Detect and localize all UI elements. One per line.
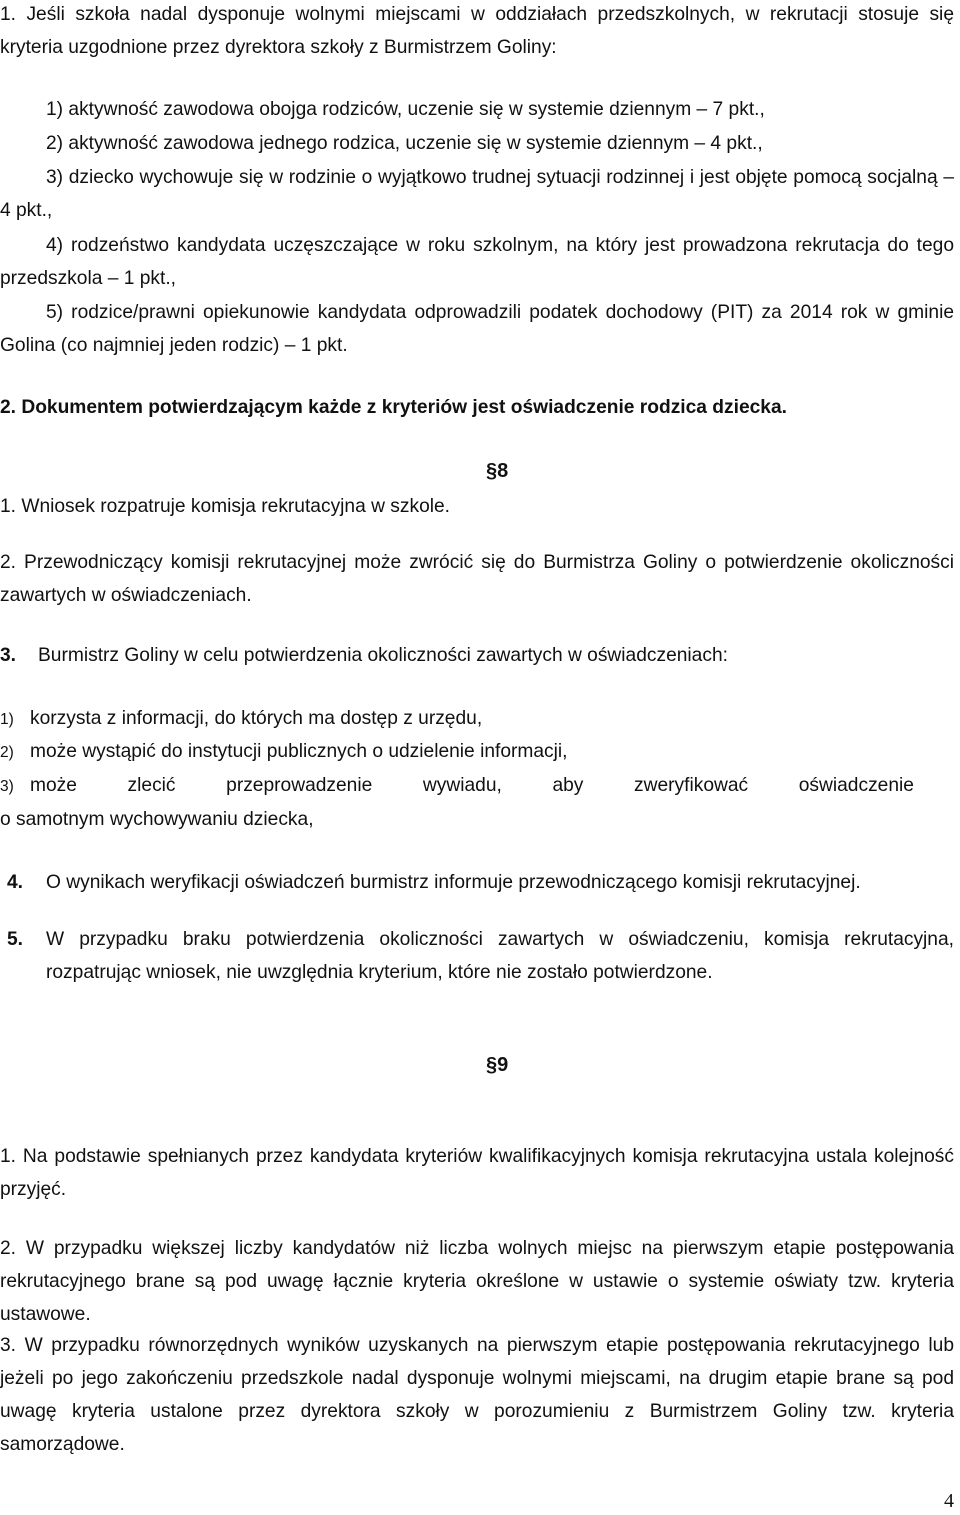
s8-sub-3-word: przeprowadzenie bbox=[226, 775, 373, 796]
s8-point-3-text: Burmistrz Goliny w celu potwierdzenia okoliczności zawartych w oświadczeniach: bbox=[38, 645, 728, 666]
criterion-5: 5) rodzice/prawni opiekunowie kandydata odprowadzili podatek dochodowy (PIT) za 2014 rok w gminie Golina (co najmniej jeden rodzic) – 1 pkt. bbox=[0, 302, 954, 356]
s9-point-1: 1. Na podstawie spełnianych przez kandydata kryteriów kwalifikacyjnych komisja rekrutacyjna ustala kolejność przyjęć. bbox=[0, 1146, 954, 1200]
s8-sub-2-text: może wystąpić do instytucji publicznych o udzielenie informacji, bbox=[30, 741, 568, 762]
s8-sub-3-word: zweryfikować bbox=[634, 775, 749, 796]
s9-point-3: 3. W przypadku równorzędnych wyników uzyskanych na pierwszym etapie postępowania rekrutacyjnego lub jeżeli po jego zakończeniu przedszkole nadal dysponuje wolnymi miejscami, na drugim etapie brane są pod uwagę kryteria ustalone przez dyrektora szkoły w porozumieniu z Burmistrzem Goliny tzw. kryteria samorządowe. bbox=[0, 1335, 954, 1455]
s8-sub-3-word: zlecić bbox=[127, 775, 176, 796]
page-number: 4 bbox=[944, 1490, 954, 1512]
s9-point-2: 2. W przypadku większej liczby kandydatów niż liczba wolnych miejsc na pierwszym etapie postępowania rekrutacyjnego brane są pod uwagę łącznie kryteria określone w ustawie o systemie oświaty tzw. kryteria ustawowe. bbox=[0, 1238, 954, 1325]
s8-point-3-number: 3. bbox=[0, 645, 17, 666]
s8-sub-1 bbox=[0, 702, 954, 736]
s8-sub-3-number: 3) bbox=[0, 778, 14, 795]
s8-point-4-text: O wynikach weryfikacji oświadczeń burmistrz informuje przewodniczącego komisji rekrutacyjnej. bbox=[46, 872, 861, 893]
criterion-3: 3) dziecko wychowuje się w rodzinie o wyjątkowo trudnej sytuacji rodzinnej i jest objęte pomocą socjalną – 4 pkt., bbox=[0, 167, 954, 221]
s8-point-2: 2. Przewodniczący komisji rekrutacyjnej może zwrócić się do Burmistrza Goliny o potwierdzenie okoliczności zawartych w oświadczeniach. bbox=[0, 552, 954, 606]
s8-point-4-number: 4. bbox=[7, 872, 24, 893]
s8-sub-3-word: aby bbox=[552, 775, 584, 796]
s8-point-5 bbox=[7, 923, 954, 989]
s8-point-4 bbox=[7, 866, 954, 899]
s8-sub-1-text: korzysta z informacji, do których ma dostęp z urzędu, bbox=[30, 708, 483, 729]
point-2-heading: 2. Dokumentem potwierdzającym każde z kryteriów jest oświadczenie rodzica dziecka. bbox=[0, 397, 787, 418]
s8-sub-3-line-1 bbox=[0, 769, 914, 803]
s8-point-5-number: 5. bbox=[7, 929, 24, 950]
s8-sub-3-word: wywiadu, bbox=[422, 775, 502, 796]
s8-sub-3 bbox=[0, 769, 914, 836]
section-8-heading: §8 bbox=[486, 460, 509, 482]
criterion-4: 4) rodzeństwo kandydata uczęszczające w roku szkolnym, na który jest prowadzona rekrutacja do tego przedszkola – 1 pkt., bbox=[0, 235, 954, 289]
s8-sub-3-word: może bbox=[30, 775, 77, 796]
criterion-2: 2) aktywność zawodowa jednego rodzica, uczenie się w systemie dziennym – 4 pkt., bbox=[46, 133, 763, 154]
s8-point-1: 1. Wniosek rozpatruje komisja rekrutacyjna w szkole. bbox=[0, 496, 451, 517]
s8-point-3 bbox=[0, 639, 954, 672]
s8-sub-3-word: oświadczenie bbox=[798, 775, 914, 796]
section-9-heading: §9 bbox=[486, 1054, 509, 1076]
criterion-1: 1) aktywność zawodowa obojga rodziców, uczenie się w systemie dziennym – 7 pkt., bbox=[46, 99, 765, 120]
s8-sub-3-start bbox=[0, 769, 77, 803]
intro-paragraph: 1. Jeśli szkoła nadal dysponuje wolnymi miejscami w oddziałach przedszkolnych, w rekrutacji stosuje się kryteria uzgodnione przez dyrektora szkoły z Burmistrzem Goliny: bbox=[0, 4, 954, 58]
s8-sub-3-line-2: o samotnym wychowywaniu dziecka, bbox=[0, 809, 314, 830]
s8-sub-2-number: 2) bbox=[0, 744, 14, 761]
s8-sub-2 bbox=[0, 735, 954, 769]
s8-point-5-text: W przypadku braku potwierdzenia okoliczności zawartych w oświadczeniu, komisja rekrutacyjna, rozpatrując wniosek, nie uwzględnia kryterium, które nie zostało potwierdzone. bbox=[46, 929, 954, 983]
s8-sub-1-number: 1) bbox=[0, 711, 14, 728]
